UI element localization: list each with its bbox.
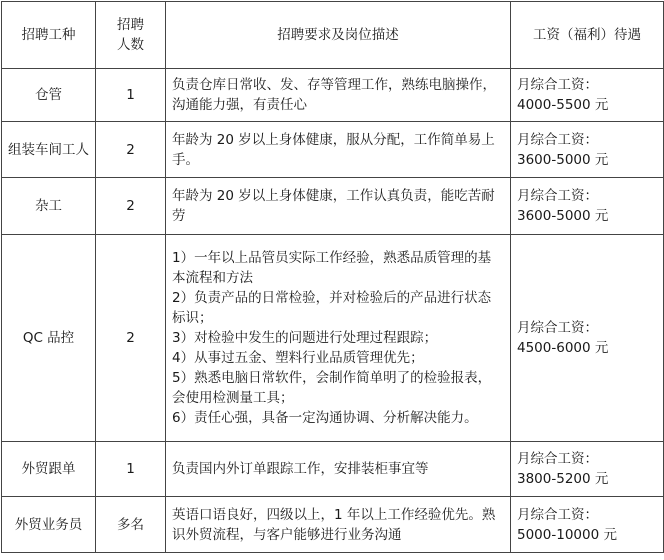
salary-range: 3600-5000 元: [517, 151, 609, 168]
salary-range: 4500-6000 元: [517, 340, 609, 356]
count-cell: 1: [96, 442, 166, 497]
salary-label: 月综合工资：: [517, 188, 598, 204]
table-row: [2, 497, 664, 553]
table-row: [2, 235, 664, 442]
salary-cell: [511, 178, 664, 235]
description-line: 2）负责产品的日常检验，并对检验后的产品进行状态标识；: [172, 290, 492, 326]
salary-label: 月综合工资：: [517, 131, 598, 148]
description-cell: [166, 69, 511, 122]
position-cell: QC 品控: [2, 235, 96, 442]
description-line: 4）从事过五金、塑料行业品质管理优先；: [172, 350, 424, 366]
description-cell: [166, 497, 511, 553]
position-cell: 外贸跟单: [2, 442, 96, 497]
salary-label: 月综合工资：: [517, 451, 598, 467]
salary-cell: [511, 122, 664, 178]
count-cell: 多名: [96, 497, 166, 553]
position-cell: 外贸业务员: [2, 497, 96, 553]
salary-range: 3600-5000 元: [517, 208, 609, 224]
header-position: 招聘工种: [2, 2, 96, 69]
description-line: 5）熟悉电脑日常软件，会制作简单明了的检验报表，会使用检测量工具；: [172, 370, 492, 406]
description-line: 6）责任心强，具备一定沟通协调、分析解决能力。: [172, 410, 478, 426]
description-line: 年龄为 20 岁以上身体健康，服从分配，工作简单易上手。: [172, 131, 495, 168]
salary-cell: [511, 442, 664, 497]
salary-range: 3800-5200 元: [517, 471, 609, 487]
description-cell: [166, 235, 511, 442]
description-line: 英语口语良好，四级以上，1 年以上工作经验优先。熟识外贸流程，与客户能够进行业务沟通: [172, 506, 496, 543]
description-cell: [166, 178, 511, 235]
description-cell: [166, 122, 511, 178]
table-row: [2, 178, 664, 235]
position-cell: 杂工: [2, 178, 96, 235]
salary-cell: [511, 497, 664, 553]
description-line: 3）对检验中发生的问题进行处理过程跟踪；: [172, 330, 438, 346]
count-cell: 1: [96, 69, 166, 122]
table-row: [2, 69, 664, 122]
description-line: 年龄为 20 岁以上身体健康，工作认真负责，能吃苦耐劳: [172, 188, 495, 224]
job-table: [1, 1, 664, 553]
table-row: [2, 442, 664, 497]
salary-label: 月综合工资：: [517, 506, 598, 523]
position-cell: 组装车间工人: [2, 122, 96, 178]
count-cell: 2: [96, 122, 166, 178]
salary-cell: [511, 69, 664, 122]
salary-range: 4000-5500 元: [517, 97, 609, 113]
salary-label: 月综合工资：: [517, 77, 598, 93]
header-count: 招聘 人数: [96, 2, 166, 69]
description-line: 负责国内外订单跟踪工作，安排装柜事宜等: [172, 461, 429, 477]
position-cell: 仓管: [2, 69, 96, 122]
description-line: 1）一年以上品管员实际工作经验，熟悉品质管理的基本流程和方法: [172, 250, 492, 286]
salary-label: 月综合工资：: [517, 320, 598, 336]
description-line: 负责仓库日常收、发、存等管理工作，熟练电脑操作，沟通能力强，有责任心: [172, 77, 496, 113]
header-description: 招聘要求及岗位描述: [166, 2, 511, 69]
table-row: [2, 122, 664, 178]
salary-range: 5000-10000 元: [517, 526, 617, 543]
description-cell: [166, 442, 511, 497]
count-cell: 2: [96, 178, 166, 235]
header-row: [2, 2, 664, 69]
salary-cell: [511, 235, 664, 442]
count-cell: 2: [96, 235, 166, 442]
header-salary: 工资（福利）待遇: [511, 2, 664, 69]
